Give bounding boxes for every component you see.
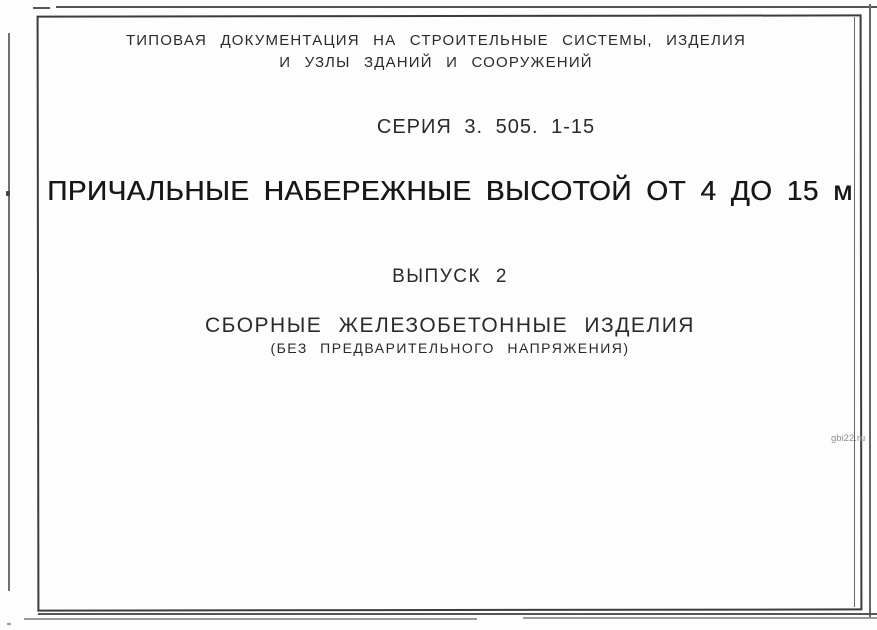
outer-border-bottom-faint-segment-left (24, 618, 477, 620)
outer-border-bottom-faint-segment-right (523, 617, 877, 619)
inner-border-frame (37, 14, 866, 611)
header-line-2: И УЗЛЫ ЗДАНИЙ И СООРУЖЕНИЙ (279, 54, 593, 71)
outer-border-right-line (869, 4, 871, 619)
issue-number: ВЫПУСК 2 (392, 266, 508, 287)
scan-ink-dot (6, 191, 10, 196)
subtitle: СБОРНЫЕ ЖЕЛЕЗОБЕТОННЫЕ ИЗДЕЛИЯ (205, 314, 695, 337)
outer-border-top-segment-left (33, 7, 50, 9)
scan-speck (7, 623, 11, 625)
series-number: СЕРИЯ 3. 505. 1-15 (376, 116, 596, 138)
outer-border-left-line (8, 33, 10, 591)
document-title: ПРИЧАЛЬНЫЕ НАБЕРЕЖНЫЕ ВЫСОТОЙ ОТ 4 ДО 15 м (47, 175, 853, 206)
document-header (24, 30, 848, 74)
outer-border-bottom-line (38, 613, 877, 615)
watermark-label: gbi22.ru (831, 433, 866, 444)
header-line-1: ТИПОВАЯ ДОКУМЕНТАЦИЯ НА СТРОИТЕЛЬНЫЕ СИСТЕМЫ, ИЗДЕЛИЯ (125, 32, 747, 49)
outer-border-top-line (56, 6, 877, 8)
inner-border-right-double-line (854, 17, 855, 607)
subtitle-note: (БЕЗ ПРЕДВАРИТЕЛЬНОГО НАПРЯЖЕНИЯ) (270, 340, 630, 356)
